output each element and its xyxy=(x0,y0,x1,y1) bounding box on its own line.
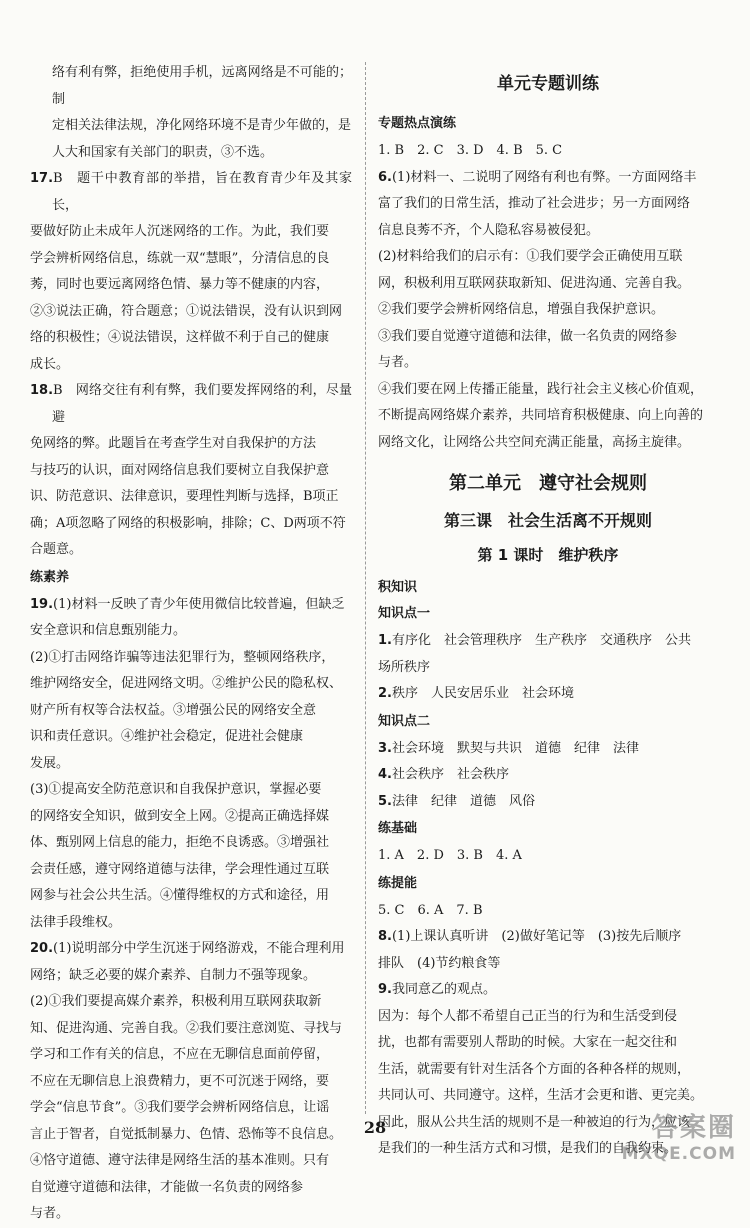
ability-heading: 练提能 xyxy=(378,875,418,891)
section-practice-heading: 练素养 xyxy=(30,569,70,585)
q16-continuation: 络有利有弊，拒绝使用手机，远离网络是不可能的；制 定相关法律法规，净化网络环境不是青少年做的，是 人大和国家有关部门的职责，③不选。 xyxy=(52,65,352,160)
right-column xyxy=(378,60,718,1163)
basic-answers: 1. A 2. D 3. B 4. A xyxy=(378,848,522,863)
q20-number: 20. xyxy=(30,941,54,956)
period-title: 第 1 课时 维护秩序 xyxy=(477,546,619,564)
q8-answer: 8.(1)上课认真听讲 (2)做好笔记等 (3)按先后顺序 排队 (4)节约粮食等 xyxy=(378,929,682,971)
kp1-item: 2.秩序 人民安居乐业 社会环境 xyxy=(378,686,574,701)
q6-number: 6. xyxy=(378,169,392,185)
answers-1-5: 1. B 2. C 3. D 4. B 5. C xyxy=(378,143,563,158)
kp2-item: 4.社会秩序 社会秩序 xyxy=(378,767,509,782)
kp1-item: 1.有序化 社会管理秩序 生产秩序 交通秩序 公共 场所秩序 xyxy=(378,633,691,675)
q19-number: 19. xyxy=(30,596,54,612)
kp2-item: 5.法律 纪律 道德 风俗 xyxy=(378,793,535,809)
watermark-logo: 答案圈 MXQE.COM xyxy=(621,1113,736,1164)
column-divider xyxy=(365,62,366,1114)
q20-answer: 20.(1)说明部分中学生沉迷于网络游戏，不能合理利用 网络；缺乏必要的媒介素养、自制力不强等现象。 (2)①我们要提高媒介素养，积极利用互联网获取新 知、促进沟通、完善自我。②我们要注意浏览、寻找与 学习和工作有关的信息，不应在无聊信息面前停留， 不应在无聊信息上浪费精力，更不可沉迷于网络，要 学会“信息节食”。③我们要学会辨析网络信息，让谣 言止于智者，自觉抵制暴力、色情、恐怖等不良信息。 ④恪守道德、遵守法律是网络生活的基本准则。只有 自觉遵守道德和法律，才能做一名负责的网络参 与者。 xyxy=(30,941,345,1221)
kp2-item: 3.社会环境 默契与共识 道德 纪律 法律 xyxy=(378,740,639,756)
lesson-title: 第三课 社会生活离不开规则 xyxy=(443,511,652,530)
q18-answer: 18.B 网络交往有利有弊，我们要发挥网络的利，尽量避 免网络的弊。此题旨在考查学生对自我保护的方法 与技巧的认识，面对网络信息我们要树立自我保护意 识、防范意识、法律意识，要理性判断与选择，B项正 确；A项忽略了网络的积极影响，排除；C、D两项不符 合题意。 xyxy=(30,383,352,557)
q8-number: 8. xyxy=(378,929,392,944)
q17-answer: 17.B 题干中教育部的举措，旨在教育青少年及其家长， 要做好防止未成年人沉迷网络的工作。为此，我们要 学会辨析网络信息，练就一双“慧眼”，分清信息的良 莠，同时也要远离网络色情、暴力等不健康的内容， ②③说法正确，符合题意；①说法错误，没有认识到网 络的积极性；④说法错误，这样做不利于自己的健康 成长。 xyxy=(30,171,352,372)
q19-answer: 19.(1)材料一反映了青少年使用微信比较普遍，但缺乏 安全意识和信息甄别能力。 (2)①打击网络诈骗等违法犯罪行为，整顿网络秩序， 维护网络安全，促进网络文明。②维护公民的隐私权、 财产所有权等合法权益。③增强公民的网络安全意 识和责任意识。④维护社会稳定，促进社会健康 发展。 (3)①提高安全防范意识和自我保护意识，掌握必要 的网络安全知识，做到安全上网。②提高正确选择媒 体、甄别网上信息的能力，拒绝不良诱惑。③增强社 会责任感，遵守网络道德与法律，学会理性通过互联 网参与社会公共生活。④懂得维权的方式和途径，用 法律手段维权。 xyxy=(30,596,345,930)
q17-number: 17. xyxy=(30,171,54,186)
hot-topics-heading: 专题热点演练 xyxy=(378,116,457,131)
accumulate-heading: 积知识 xyxy=(378,580,418,595)
unit-title: 第二单元 遵守社会规则 xyxy=(449,473,647,494)
q18-number: 18. xyxy=(30,383,54,398)
ability-answers: 5. C 6. A 7. B xyxy=(378,902,483,918)
left-column xyxy=(30,60,352,1228)
kp2-heading: 知识点二 xyxy=(378,713,431,729)
kp1-heading: 知识点一 xyxy=(378,606,431,621)
basic-heading: 练基础 xyxy=(378,821,418,836)
q6-answer: 6.(1)材料一、二说明了网络有利也有弊。一方面网络丰 富了我们的日常生活，推动了社会进步；另一方面网络 信息良莠不齐，个人隐私容易被侵犯。 (2)材料给我们的启示有：①我们要学会正确使用互联 网，积极利用互联网获取新知、促进沟通、完善自我。 ②我们要学会辨析网络信息，增强自我保护意识。 ③我们要自觉遵守道德和法律，做一名负责的网络参 与者。 ④我们要在网上传播正能量，践行社会主义核心价值观， 不断提高网络媒介素养，共同培育积极健康、向上向善的 网络文化，让网络公共空间充满正能量，高扬主旋律。 xyxy=(378,169,704,450)
page-number: 28 xyxy=(363,1118,387,1137)
q9-number: 9. xyxy=(378,982,392,997)
q9-answer: 9.我同意乙的观点。 因为：每个人都不希望自己正当的行为和生活受到侵 扰，也都有需要别人帮助的时候。大家在一起交往和 生活，就需要有针对生活各个方面的各种各样的规则， 共同认可、共同遵守。这样，生活才会更和谐、更完美。 因此，服从公共生活的规则不是一种被迫的行为，应该 是我们的一种生活方式和习惯，是我们的自我约束。 xyxy=(378,982,704,1156)
unit-training-title: 单元专题训练 xyxy=(497,74,599,94)
